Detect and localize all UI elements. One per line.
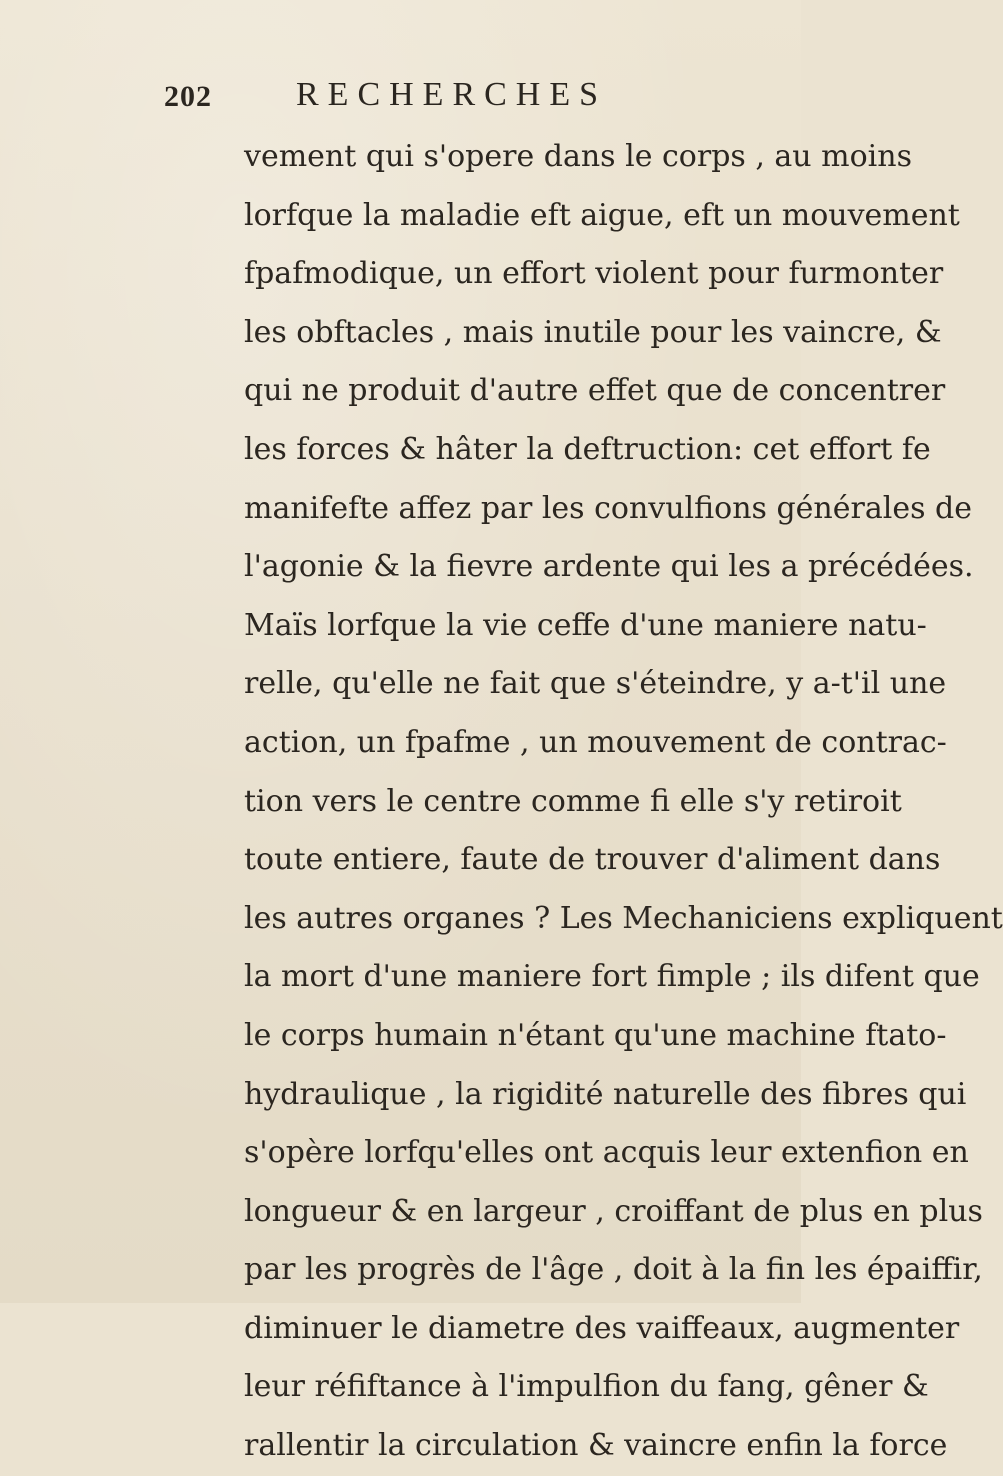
text-line: leur réfiftance à l'impulfion du fang, gêner & [244, 1369, 929, 1405]
text-line: toute entiere, faute de trouver d'aliment dans [244, 842, 941, 878]
text-line: lorfque la maladie eft aigue, eft un mouvement [244, 197, 960, 233]
text-line: qui ne produit d'autre effet que de concentrer [244, 373, 946, 409]
text-line: hydraulique , la rigidité naturelle des fibres qui [244, 1076, 967, 1112]
text-line: tion vers le centre comme fi elle s'y retiroit [244, 783, 902, 819]
text-line: fpafmodique, un effort violent pour furmonter [244, 256, 944, 292]
text-line: longueur & en largeur , croiffant de plus en plus [244, 1193, 983, 1229]
text-line: s'opère lorfqu'elles ont acquis leur extenfion en [244, 1135, 969, 1171]
text-line: les autres organes ? Les Mechaniciens expliquent [244, 900, 1003, 936]
text-line: rallentir la circulation & vaincre enfin la force [244, 1428, 948, 1464]
text-line: manifefte affez par les convulfions générales de [244, 490, 972, 526]
text-line: les forces & hâter la deftruction: cet effort fe [244, 431, 931, 467]
text-line: le corps humain n'étant qu'une machine ftato- [244, 1017, 947, 1053]
page-number: 202 [164, 80, 212, 113]
page-header [164, 76, 684, 116]
text-line: l'agonie & la fievre ardente qui les a précédées. [244, 549, 974, 585]
text-line: Maïs lorfque la vie ceffe d'une maniere natu- [244, 607, 927, 643]
body-text [244, 128, 1003, 1476]
text-line: les obftacles , mais inutile pour les vaincre, & [244, 314, 942, 350]
running-head: RECHERCHES [296, 76, 608, 113]
text-line: vement qui s'opere dans le corps , au moins [244, 139, 912, 174]
text-line: relle, qu'elle ne fait que s'éteindre, y a-t'il une [244, 666, 947, 702]
text-line: la mort d'une maniere fort fimple ; ils difent que [244, 959, 980, 995]
text-line: action, un fpafme , un mouvement de contrac- [244, 724, 947, 760]
text-line: par les progrès de l'âge , doit à la fin les épaiffir, [244, 1252, 983, 1288]
text-line: diminuer le diametre des vaiffeaux, augmenter [244, 1310, 960, 1346]
